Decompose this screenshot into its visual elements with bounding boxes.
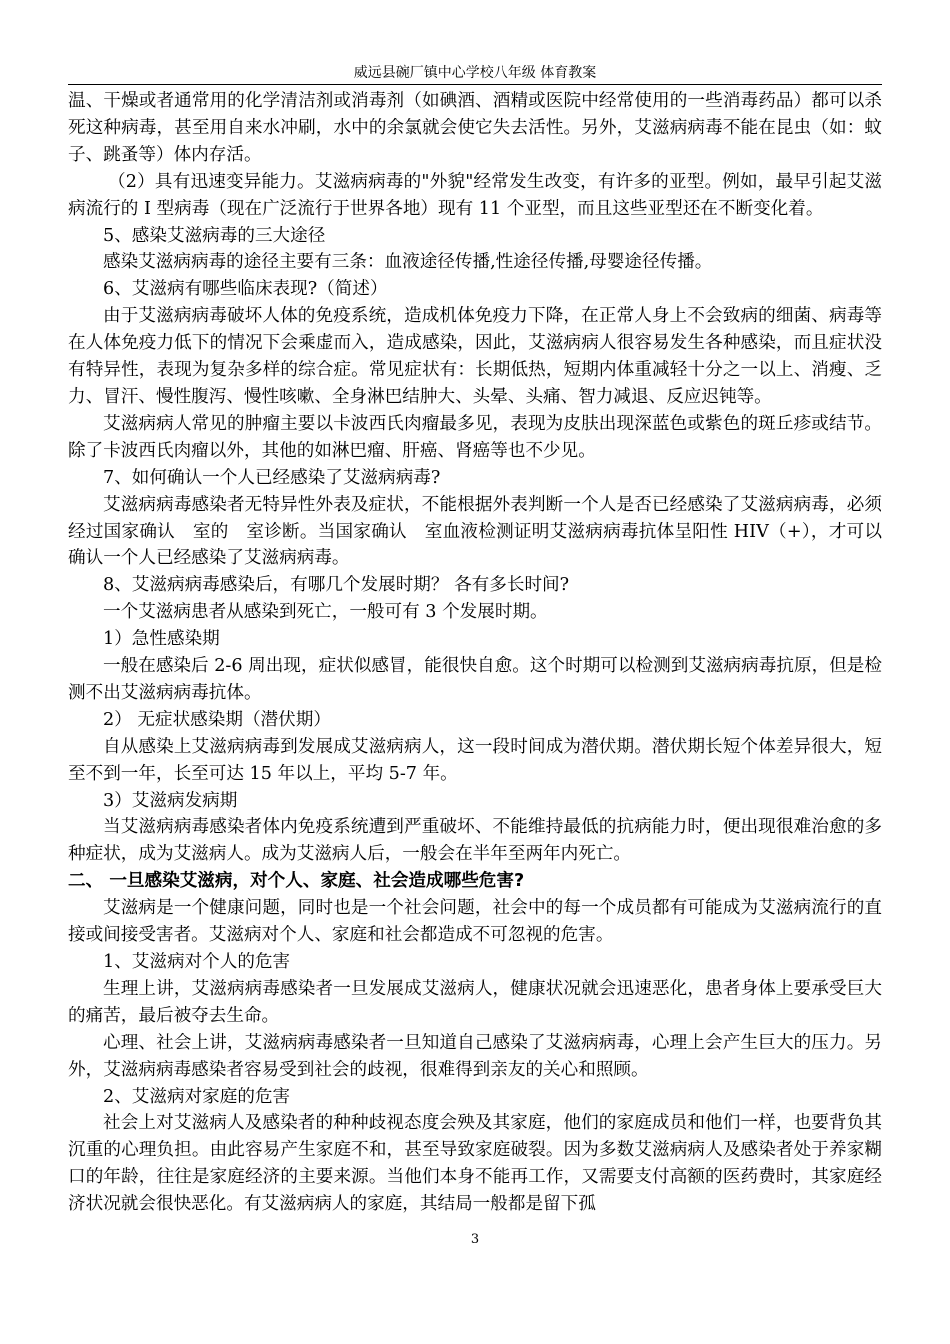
document-body [68,88,882,1218]
paragraph: 由于艾滋病病毒破坏人体的免疫系统，造成机体免疫力下降，在正常人身上不会致病的细菌、病毒等在人体免疫力低下的情况下会乘虚而入，造成感染，因此，艾滋病病人很容易发生各种感染，而且症状没有特异性，表现为复杂多样的综合症。常见症状有：长期低热，短期内体重减轻十分之一以上、消瘦、乏力、冒汗、慢性腹泻、慢性咳嗽、全身淋巴结肿大、头晕、头痛、智力减退、反应迟钝等。 [68,306,882,407]
section-heading: 2、艾滋病对家庭的危害 [103,1086,291,1107]
section-heading: 6、艾滋病有哪些临床表现?（简述） [103,279,388,300]
paragraph: 温、干燥或者通常用的化学清洁剂或消毒剂（如碘酒、酒精或医院中经常使用的一些消毒药品）都可以杀死这种病毒，甚至用自来水冲刷，水中的余氯就会使它失去活性。另外，艾滋病病毒不能在昆虫（如：蚊子、跳蚤等）体内存活。 [68,91,882,165]
paragraph: 一个艾滋病患者从感染到死亡，一般可有 3 个发展时期。 [103,602,548,623]
section-heading: 5、感染艾滋病毒的三大途径 [103,225,326,246]
paragraph: 艾滋病病毒感染者无特异性外表及症状，不能根据外表判断一个人是否已经感染了艾滋病病毒，必须经过国家确认 室的 室诊断。当国家确认 室血液检测证明艾滋病病毒抗体呈阳性 HIV（+），才可以确认一个人已经感染了艾滋病病毒。 [68,494,882,569]
paragraph: 艾滋病病人常见的肿瘤主要以卡波西氏肉瘤最多见，表现为皮肤出现深蓝色或紫色的斑丘疹或结节。除了卡波西氏肉瘤以外，其他的如淋巴瘤、肝癌、肾癌等也不少见。 [68,413,882,461]
subsection-heading: 3）艾滋病发病期 [103,790,238,811]
subsection-heading: 2） 无症状感染期（潜伏期） [103,709,331,730]
paragraph: 艾滋病是一个健康问题，同时也是一个社会问题，社会中的每一个成员都有可能成为艾滋病流行的直接或间接受害者。艾滋病对个人、家庭和社会都造成不可忽视的危害。 [68,898,882,946]
section-heading: 7、如何确认一个人已经感染了艾滋病病毒? [103,467,441,488]
page-header: 威远县碗厂镇中心学校八年级 体育教案 [68,62,882,85]
paragraph: 心理、社会上讲，艾滋病病毒感染者一旦知道自己感染了艾滋病病毒，心理上会产生巨大的压力。另外，艾滋病病毒感染者容易受到社会的歧视，很难得到亲友的关心和照顾。 [68,1032,882,1080]
section-heading: 1、艾滋病对个人的危害 [103,952,291,972]
subsection-heading: 1）急性感染期 [103,629,220,650]
paragraph: 自从感染上艾滋病病毒到发展成艾滋病病人，这一段时间成为潜伏期。潜伏期长短个体差异很大，短至不到一年，长至可达 15 年以上，平均 5-7 年。 [68,736,882,784]
paragraph: 社会上对艾滋病人及感染者的种种歧视态度会殃及其家庭，他们的家庭成员和他们一样，也要背负其沉重的心理负担。由此容易产生家庭不和，甚至导致家庭破裂。因为多数艾滋病病人及感染者处于养家糊口的年龄，往往是家庭经济的主要来源。当他们本身不能再工作，又需要支付高额的医药费时，其家庭经济状况就会很快恶化。有艾滋病病人的家庭，其结局一般都是留下孤 [68,1113,882,1215]
paragraph: （2）具有迅速变异能力。艾滋病病毒的"外貌"经常发生改变，有许多的亚型。例如，最早引起艾滋病流行的 I 型病毒（现在广泛流行于世界各地）现有 11 个亚型，而且这些亚型还在不断变化着。 [68,171,882,219]
chapter-heading: 二、 一旦感染艾滋病，对个人、家庭、社会造成哪些危害? [68,871,525,892]
paragraph: 当艾滋病病毒感染者体内免疫系统遭到严重破坏、不能维持最低的抗病能力时，便出现很难治愈的多种症状，成为艾滋病人。成为艾滋病人后，一般会在半年至两年内死亡。 [68,817,882,865]
page-number: 3 [470,1232,480,1247]
paragraph: 一般在感染后 2-6 周出现，症状似感冒，能很快自愈。这个时期可以检测到艾滋病病毒抗原，但是检测不出艾滋病病毒抗体。 [68,656,882,703]
paragraph: 感染艾滋病病毒的途径主要有三条：血液途径传播,性途径传播,母婴途径传播。 [103,252,713,273]
paragraph: 生理上讲，艾滋病病毒感染者一旦发展成艾滋病人，健康状况就会迅速恶化，患者身体上要承受巨大的痛苦，最后被夺去生命。 [68,978,882,1026]
section-heading: 8、艾滋病病毒感染后，有哪几个发展时期？ 各有多长时间? [103,575,570,596]
